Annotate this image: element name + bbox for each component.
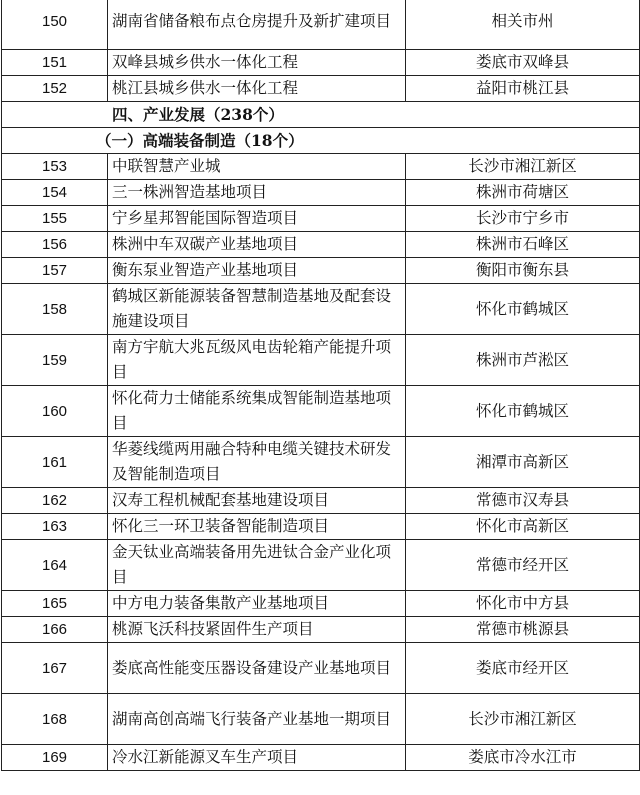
project-location: 衡阳市衡东县 xyxy=(406,258,640,284)
project-location: 常德市经开区 xyxy=(406,540,640,591)
row-number: 155 xyxy=(2,206,108,232)
project-name: 华菱线缆两用融合特种电缆关键技术研发及智能制造项目 xyxy=(108,437,406,488)
section-heading-row xyxy=(2,102,640,128)
table-row xyxy=(2,540,640,591)
project-name: 中方电力装备集散产业基地项目 xyxy=(108,591,406,617)
row-number: 164 xyxy=(2,540,108,591)
table-row xyxy=(2,745,640,771)
row-number: 166 xyxy=(2,617,108,643)
table-row xyxy=(2,437,640,488)
project-name: 金天钛业高端装备用先进钛合金产业化项目 xyxy=(108,540,406,591)
project-location: 怀化市鹤城区 xyxy=(406,284,640,335)
project-location: 常德市汉寿县 xyxy=(406,488,640,514)
row-number: 165 xyxy=(2,591,108,617)
table-row xyxy=(2,50,640,76)
table-row xyxy=(2,488,640,514)
table-row xyxy=(2,154,640,180)
subsection-heading-row xyxy=(2,128,640,154)
project-name: 南方宇航大兆瓦级风电齿轮箱产能提升项目 xyxy=(108,335,406,386)
project-location: 娄底市双峰县 xyxy=(406,50,640,76)
project-name: 宁乡星邦智能国际智造项目 xyxy=(108,206,406,232)
table-row xyxy=(2,206,640,232)
table-row xyxy=(2,694,640,745)
project-location: 怀化市鹤城区 xyxy=(406,386,640,437)
table-row xyxy=(2,284,640,335)
project-name: 湖南省储备粮布点仓房提升及新扩建项目 xyxy=(108,0,406,50)
project-location: 湘潭市高新区 xyxy=(406,437,640,488)
table-row xyxy=(2,335,640,386)
project-location: 长沙市湘江新区 xyxy=(406,694,640,745)
project-location: 株洲市芦淞区 xyxy=(406,335,640,386)
row-number: 154 xyxy=(2,180,108,206)
project-name: 鹤城区新能源装备智慧制造基地及配套设施建设项目 xyxy=(108,284,406,335)
project-name: 桃源飞沃科技紧固件生产项目 xyxy=(108,617,406,643)
project-name: 衡东泵业智造产业基地项目 xyxy=(108,258,406,284)
row-number: 159 xyxy=(2,335,108,386)
project-location: 娄底市冷水江市 xyxy=(406,745,640,771)
row-number: 151 xyxy=(2,50,108,76)
project-location: 长沙市湘江新区 xyxy=(406,154,640,180)
project-name: 双峰县城乡供水一体化工程 xyxy=(108,50,406,76)
row-number: 160 xyxy=(2,386,108,437)
project-name: 桃江县城乡供水一体化工程 xyxy=(108,76,406,102)
table-row xyxy=(2,180,640,206)
row-number: 157 xyxy=(2,258,108,284)
table-row xyxy=(2,643,640,694)
subsection-heading: （一）高端装备制造（18个） xyxy=(2,128,640,154)
project-name: 三一株洲智造基地项目 xyxy=(108,180,406,206)
project-name: 湖南高创高端飞行装备产业基地一期项目 xyxy=(108,694,406,745)
table-row xyxy=(2,0,640,50)
project-location: 怀化市中方县 xyxy=(406,591,640,617)
project-location: 株洲市荷塘区 xyxy=(406,180,640,206)
row-number: 161 xyxy=(2,437,108,488)
project-location: 娄底市经开区 xyxy=(406,643,640,694)
project-name: 株洲中车双碳产业基地项目 xyxy=(108,232,406,258)
table-row xyxy=(2,258,640,284)
project-name: 汉寿工程机械配套基地建设项目 xyxy=(108,488,406,514)
table-row xyxy=(2,386,640,437)
project-name: 中联智慧产业城 xyxy=(108,154,406,180)
project-table xyxy=(1,0,640,771)
project-name: 怀化三一环卫装备智能制造项目 xyxy=(108,514,406,540)
project-location: 株洲市石峰区 xyxy=(406,232,640,258)
table-row xyxy=(2,591,640,617)
project-location: 相关市州 xyxy=(406,0,640,50)
project-name: 娄底高性能变压器设备建设产业基地项目 xyxy=(108,643,406,694)
row-number: 169 xyxy=(2,745,108,771)
row-number: 152 xyxy=(2,76,108,102)
row-number: 162 xyxy=(2,488,108,514)
project-name: 怀化荷力士储能系统集成智能制造基地项目 xyxy=(108,386,406,437)
row-number: 153 xyxy=(2,154,108,180)
table-row xyxy=(2,232,640,258)
project-location: 益阳市桃江县 xyxy=(406,76,640,102)
row-number: 150 xyxy=(2,0,108,50)
row-number: 163 xyxy=(2,514,108,540)
section-heading: 四、产业发展（238个） xyxy=(2,102,640,128)
table-row xyxy=(2,514,640,540)
table-row xyxy=(2,617,640,643)
project-location: 怀化市高新区 xyxy=(406,514,640,540)
row-number: 156 xyxy=(2,232,108,258)
row-number: 158 xyxy=(2,284,108,335)
row-number: 167 xyxy=(2,643,108,694)
project-location: 常德市桃源县 xyxy=(406,617,640,643)
project-location: 长沙市宁乡市 xyxy=(406,206,640,232)
row-number: 168 xyxy=(2,694,108,745)
table-row xyxy=(2,76,640,102)
project-name: 冷水江新能源叉车生产项目 xyxy=(108,745,406,771)
